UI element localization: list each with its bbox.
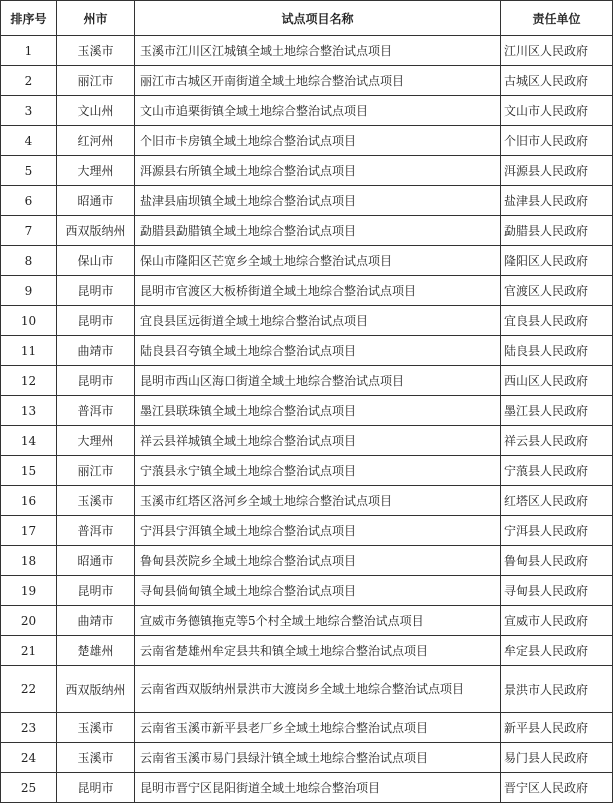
header-number: 排序号 (1, 1, 57, 36)
table-row (1, 156, 613, 186)
table-row (1, 516, 613, 546)
row-city: 大理州 (57, 156, 135, 186)
table-row (1, 713, 613, 743)
row-city: 昆明市 (57, 306, 135, 336)
row-project-name: 祥云县祥城镇全域土地综合整治试点项目 (135, 426, 501, 456)
row-city: 保山市 (57, 246, 135, 276)
table-row (1, 306, 613, 336)
row-number: 23 (1, 713, 57, 743)
row-number: 25 (1, 773, 57, 803)
row-city: 昆明市 (57, 276, 135, 306)
row-responsible-unit: 西山区人民政府 (501, 366, 613, 396)
row-responsible-unit: 古城区人民政府 (501, 66, 613, 96)
row-project-name: 个旧市卡房镇全域土地综合整治试点项目 (135, 126, 501, 156)
row-project-name: 鲁甸县茨院乡全域土地综合整治试点项目 (135, 546, 501, 576)
row-project-name: 云南省玉溪市新平县老厂乡全域土地综合整治试点项目 (135, 713, 501, 743)
row-responsible-unit: 江川区人民政府 (501, 36, 613, 66)
table-row (1, 636, 613, 666)
row-project-name: 盐津县庙坝镇全域土地综合整治试点项目 (135, 186, 501, 216)
row-project-name: 文山市追栗街镇全域土地综合整治试点项目 (135, 96, 501, 126)
row-number: 18 (1, 546, 57, 576)
table-row (1, 606, 613, 636)
row-responsible-unit: 宁洱县人民政府 (501, 516, 613, 546)
row-city: 昆明市 (57, 576, 135, 606)
row-project-name: 勐腊县勐腊镇全域土地综合整治试点项目 (135, 216, 501, 246)
row-responsible-unit: 盐津县人民政府 (501, 186, 613, 216)
row-project-name: 宜良县匡远街道全域土地综合整治试点项目 (135, 306, 501, 336)
table-row (1, 456, 613, 486)
row-responsible-unit: 新平县人民政府 (501, 713, 613, 743)
row-project-name: 寻甸县倘甸镇全域土地综合整治试点项目 (135, 576, 501, 606)
row-project-name-text: 云南省西双版纳州景洪市大渡岗乡全域土地综合整治试点项目 (140, 681, 465, 696)
row-responsible-unit: 勐腊县人民政府 (501, 216, 613, 246)
row-number: 12 (1, 366, 57, 396)
row-number: 1 (1, 36, 57, 66)
row-city: 西双版纳州 (57, 216, 135, 246)
row-responsible-unit: 宁蒗县人民政府 (501, 456, 613, 486)
row-number: 8 (1, 246, 57, 276)
table-row (1, 743, 613, 773)
row-project-name: 玉溪市江川区江城镇全域土地综合整治试点项目 (135, 36, 501, 66)
row-project-name: 昆明市晋宁区昆阳街道全域土地综合整治项目 (135, 773, 501, 803)
row-responsible-unit: 隆阳区人民政府 (501, 246, 613, 276)
table-row (1, 486, 613, 516)
row-project-name: 宁洱县宁洱镇全域土地综合整治试点项目 (135, 516, 501, 546)
row-responsible-unit: 易门县人民政府 (501, 743, 613, 773)
table-body (1, 36, 613, 803)
row-number: 24 (1, 743, 57, 773)
table-row (1, 246, 613, 276)
row-responsible-unit: 牟定县人民政府 (501, 636, 613, 666)
row-number: 14 (1, 426, 57, 456)
table-row (1, 36, 613, 66)
row-city: 红河州 (57, 126, 135, 156)
row-number: 13 (1, 396, 57, 426)
row-number: 22 (1, 666, 57, 713)
row-city: 大理州 (57, 426, 135, 456)
table-row (1, 276, 613, 306)
row-responsible-unit: 景洪市人民政府 (501, 666, 613, 713)
row-project-name: 昆明市西山区海口街道全域土地综合整治试点项目 (135, 366, 501, 396)
row-responsible-unit: 晋宁区人民政府 (501, 773, 613, 803)
table-row (1, 546, 613, 576)
row-number: 4 (1, 126, 57, 156)
row-responsible-unit: 寻甸县人民政府 (501, 576, 613, 606)
row-responsible-unit: 鲁甸县人民政府 (501, 546, 613, 576)
row-city: 昭通市 (57, 186, 135, 216)
row-number: 11 (1, 336, 57, 366)
row-responsible-unit: 祥云县人民政府 (501, 426, 613, 456)
table-row (1, 773, 613, 803)
row-project-name: 保山市隆阳区芒宽乡全域土地综合整治试点项目 (135, 246, 501, 276)
row-responsible-unit: 宜良县人民政府 (501, 306, 613, 336)
row-responsible-unit: 红塔区人民政府 (501, 486, 613, 516)
row-city: 丽江市 (57, 456, 135, 486)
row-city: 曲靖市 (57, 336, 135, 366)
row-number: 5 (1, 156, 57, 186)
header-row (1, 1, 613, 36)
row-number: 16 (1, 486, 57, 516)
row-number: 20 (1, 606, 57, 636)
table-row (1, 336, 613, 366)
table-row (1, 96, 613, 126)
row-responsible-unit: 个旧市人民政府 (501, 126, 613, 156)
row-project-name: 陆良县召夸镇全域土地综合整治试点项目 (135, 336, 501, 366)
row-responsible-unit: 文山市人民政府 (501, 96, 613, 126)
row-city: 玉溪市 (57, 713, 135, 743)
table-row (1, 126, 613, 156)
table-row (1, 666, 613, 713)
row-city: 楚雄州 (57, 636, 135, 666)
row-number: 17 (1, 516, 57, 546)
row-city: 曲靖市 (57, 606, 135, 636)
row-responsible-unit: 官渡区人民政府 (501, 276, 613, 306)
row-number: 21 (1, 636, 57, 666)
row-number: 15 (1, 456, 57, 486)
table-row (1, 186, 613, 216)
row-number: 3 (1, 96, 57, 126)
header-responsible-unit: 责任单位 (501, 1, 613, 36)
table-row (1, 396, 613, 426)
row-project-name (135, 666, 501, 713)
row-city: 玉溪市 (57, 36, 135, 66)
row-city: 昭通市 (57, 546, 135, 576)
row-number: 19 (1, 576, 57, 606)
row-responsible-unit: 墨江县人民政府 (501, 396, 613, 426)
row-responsible-unit: 陆良县人民政府 (501, 336, 613, 366)
row-responsible-unit: 宣威市人民政府 (501, 606, 613, 636)
header-city: 州市 (57, 1, 135, 36)
row-number: 10 (1, 306, 57, 336)
row-city: 玉溪市 (57, 486, 135, 516)
row-number: 2 (1, 66, 57, 96)
table-row (1, 426, 613, 456)
table-row (1, 216, 613, 246)
row-city: 丽江市 (57, 66, 135, 96)
row-project-name: 宣威市务德镇拖克等5个村全域土地综合整治试点项目 (135, 606, 501, 636)
row-number: 7 (1, 216, 57, 246)
row-project-name: 丽江市古城区开南街道全域土地综合整治试点项目 (135, 66, 501, 96)
row-project-name: 昆明市官渡区大板桥街道全域土地综合整治试点项目 (135, 276, 501, 306)
row-city: 昆明市 (57, 773, 135, 803)
row-project-name: 云南省楚雄州牟定县共和镇全域土地综合整治试点项目 (135, 636, 501, 666)
header-project-name: 试点项目名称 (135, 1, 501, 36)
row-responsible-unit: 洱源县人民政府 (501, 156, 613, 186)
row-project-name: 洱源县右所镇全域土地综合整治试点项目 (135, 156, 501, 186)
row-city: 普洱市 (57, 396, 135, 426)
row-project-name: 宁蒗县永宁镇全域土地综合整治试点项目 (135, 456, 501, 486)
table-row (1, 66, 613, 96)
row-city: 西双版纳州 (57, 666, 135, 713)
row-city: 昆明市 (57, 366, 135, 396)
table-row (1, 576, 613, 606)
table-row (1, 366, 613, 396)
row-city: 玉溪市 (57, 743, 135, 773)
row-city: 普洱市 (57, 516, 135, 546)
row-number: 9 (1, 276, 57, 306)
row-number: 6 (1, 186, 57, 216)
row-project-name: 云南省玉溪市易门县绿汁镇全域土地综合整治试点项目 (135, 743, 501, 773)
row-project-name: 玉溪市红塔区洛河乡全域土地综合整治试点项目 (135, 486, 501, 516)
row-city: 文山州 (57, 96, 135, 126)
row-project-name: 墨江县联珠镇全域土地综合整治试点项目 (135, 396, 501, 426)
